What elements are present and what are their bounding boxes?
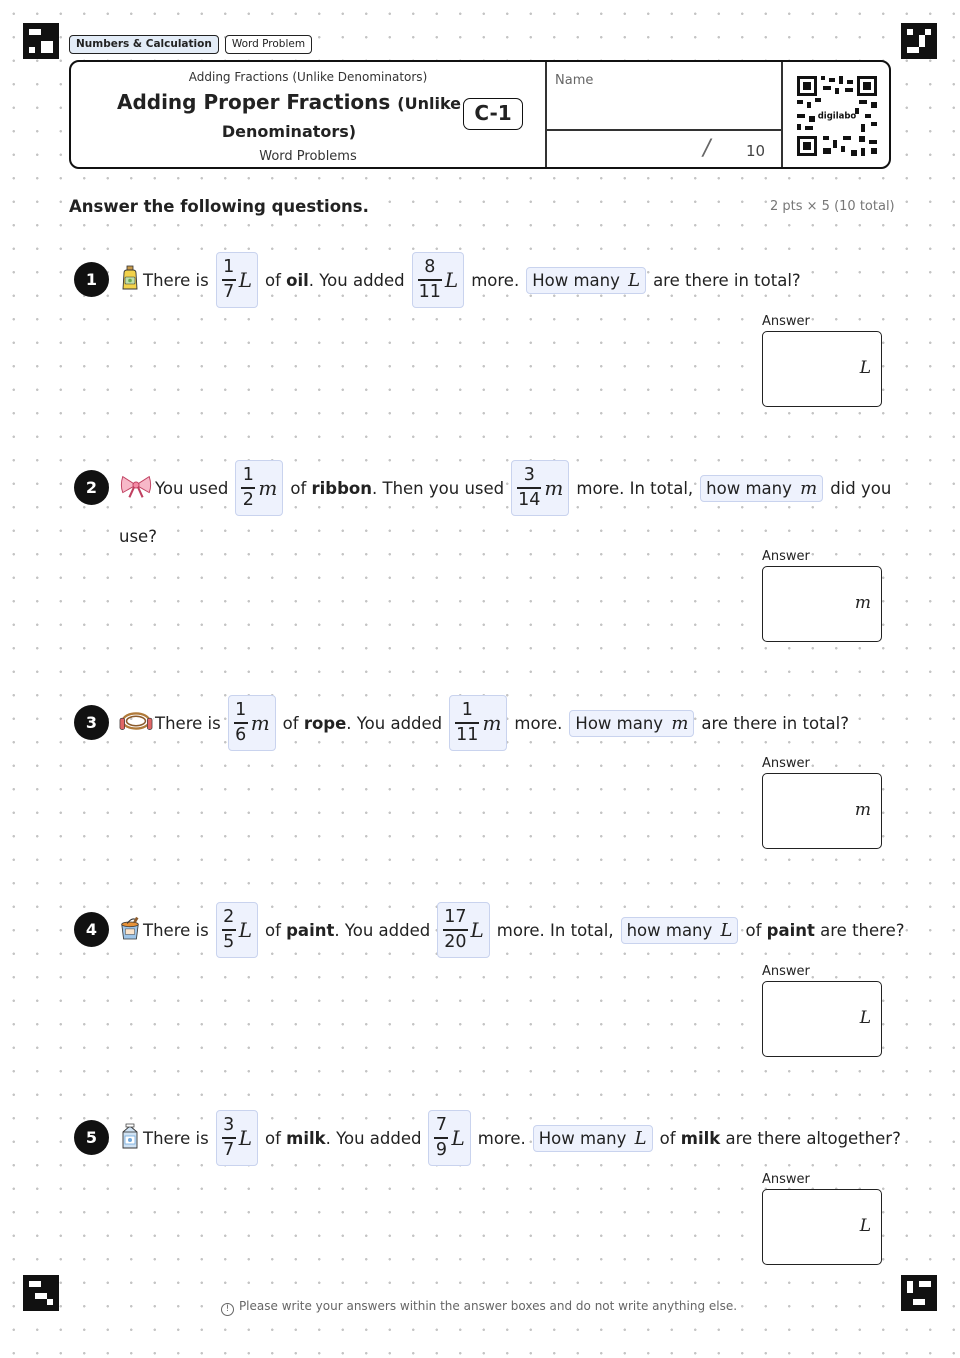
question-phrase: more. bbox=[477, 1128, 526, 1148]
fraction-amount bbox=[235, 460, 283, 516]
rope-icon bbox=[119, 708, 154, 738]
fraction-amount bbox=[511, 460, 569, 516]
question-phrase: of paint. You added bbox=[264, 920, 431, 940]
answer-box[interactable] bbox=[762, 331, 882, 407]
fraction-denominator: 9 bbox=[435, 1139, 448, 1160]
oil-bottle-icon bbox=[119, 265, 142, 295]
question-phrase: more. In total, bbox=[496, 920, 614, 940]
qr-caption: digilabo bbox=[817, 111, 857, 122]
fraction-unit: L bbox=[451, 1126, 465, 1150]
corner-marker-top-left bbox=[23, 23, 59, 59]
answer-box[interactable] bbox=[762, 981, 882, 1057]
worksheet-subtitle: Adding Fractions (Unlike Denominators) bbox=[188, 70, 428, 84]
fraction-unit: m bbox=[544, 476, 564, 500]
fraction-numerator: 2 bbox=[223, 907, 235, 928]
fraction-numerator: 17 bbox=[444, 907, 467, 928]
substance-name: milk bbox=[286, 1128, 326, 1148]
tag-type: Word Problem bbox=[225, 35, 312, 54]
question-text bbox=[119, 902, 905, 958]
question-text bbox=[119, 252, 802, 308]
fraction-amount bbox=[437, 902, 490, 958]
question-phrase: of milk. You added bbox=[264, 1128, 422, 1148]
fraction-unit: L bbox=[238, 1126, 252, 1150]
question-phrase: There is bbox=[143, 1128, 209, 1148]
fraction-numerator: 8 bbox=[424, 257, 436, 278]
fraction-unit: m bbox=[250, 711, 270, 735]
answer-label: Answer bbox=[762, 314, 810, 329]
fraction-denominator: 14 bbox=[518, 489, 541, 510]
question-phrase: did you bbox=[830, 478, 892, 498]
substance-name: ribbon bbox=[311, 478, 372, 498]
fraction-denominator: 7 bbox=[223, 1139, 235, 1160]
substance-name: paint bbox=[286, 920, 335, 940]
how-many-highlight: how many m bbox=[700, 475, 823, 502]
tag-list bbox=[69, 35, 312, 54]
fraction-numerator: 1 bbox=[461, 700, 473, 721]
answer-label: Answer bbox=[762, 1172, 810, 1187]
fraction-denominator: 11 bbox=[418, 281, 441, 302]
question-text bbox=[119, 1110, 902, 1166]
ribbon-icon bbox=[119, 473, 154, 503]
question-phrase: of ribbon. Then you used bbox=[290, 478, 505, 498]
fraction-amount bbox=[428, 1110, 470, 1166]
fraction-numerator: 1 bbox=[235, 700, 247, 721]
question-phrase: more. bbox=[514, 713, 563, 733]
fraction-numerator: 3 bbox=[523, 465, 535, 486]
answer-box[interactable] bbox=[762, 1189, 882, 1265]
instructions: Answer the following questions. bbox=[69, 197, 373, 216]
fraction-amount bbox=[216, 1110, 258, 1166]
answer-unit: m bbox=[854, 593, 871, 613]
fraction-denominator: 6 bbox=[235, 724, 247, 745]
question-number: 2 bbox=[74, 470, 109, 505]
divider bbox=[545, 62, 547, 167]
how-many-highlight: How many L bbox=[533, 1125, 653, 1152]
footer-note bbox=[0, 1299, 960, 1316]
worksheet-category: Word Problems bbox=[259, 149, 357, 164]
worksheet-code: C-1 bbox=[463, 98, 523, 130]
question-phrase: You used bbox=[155, 478, 229, 498]
fraction-unit: L bbox=[444, 268, 459, 292]
answer-label: Answer bbox=[762, 964, 810, 979]
answer-box[interactable] bbox=[762, 773, 882, 849]
question-phrase: of rope. You added bbox=[282, 713, 443, 733]
answer-unit: L bbox=[859, 358, 871, 378]
fraction-numerator: 7 bbox=[435, 1115, 448, 1136]
milk-carton-icon bbox=[119, 1123, 142, 1153]
question-number: 4 bbox=[74, 912, 109, 947]
answer-label: Answer bbox=[762, 756, 810, 771]
score-slash: / bbox=[703, 136, 711, 161]
question-phrase: of oil. You added bbox=[264, 270, 405, 290]
question-number: 1 bbox=[74, 262, 109, 297]
question-phrase: are there in total? bbox=[701, 713, 849, 733]
divider bbox=[545, 129, 781, 131]
title-line-two: Denominators) bbox=[221, 122, 357, 141]
answer-box[interactable] bbox=[762, 566, 882, 642]
question-text bbox=[119, 695, 850, 751]
title-paren: (Unlike bbox=[397, 94, 462, 113]
question-phrase: of milk are there altogether? bbox=[659, 1128, 901, 1148]
fraction-unit: m bbox=[258, 476, 278, 500]
fraction-unit: L bbox=[238, 918, 252, 942]
question-continuation: use? bbox=[119, 527, 157, 546]
fraction-denominator: 5 bbox=[223, 931, 235, 952]
fraction-denominator: 2 bbox=[242, 489, 254, 510]
fraction-amount bbox=[216, 252, 258, 308]
worksheet-header bbox=[69, 60, 891, 169]
worksheet-title bbox=[99, 89, 479, 145]
fraction-denominator: 20 bbox=[444, 931, 467, 952]
question-number: 3 bbox=[74, 705, 109, 740]
footer-text: Please write your answers within the answer boxes and do not write anything else. bbox=[238, 1299, 738, 1313]
fraction-amount bbox=[228, 695, 276, 751]
question-phrase: are there in total? bbox=[653, 270, 801, 290]
fraction-unit: L bbox=[238, 268, 252, 292]
question-phrase: There is bbox=[143, 920, 209, 940]
tag-subject: Numbers & Calculation bbox=[69, 35, 219, 54]
info-icon: ! bbox=[221, 1303, 234, 1316]
how-many-highlight: How many m bbox=[569, 710, 694, 737]
corner-marker-top-right bbox=[901, 23, 937, 59]
fraction-numerator: 1 bbox=[242, 465, 254, 486]
question-text bbox=[119, 460, 892, 516]
question-phrase: more. In total, bbox=[576, 478, 694, 498]
divider bbox=[781, 62, 783, 167]
fraction-amount bbox=[216, 902, 258, 958]
score-total: 10 bbox=[746, 142, 766, 160]
fraction-amount bbox=[449, 695, 507, 751]
title-section bbox=[71, 62, 545, 167]
fraction-denominator: 11 bbox=[456, 724, 479, 745]
name-field-label: Name bbox=[555, 73, 594, 88]
substance-name: milk bbox=[680, 1128, 721, 1148]
question-phrase: There is bbox=[155, 713, 221, 733]
substance-name: paint bbox=[766, 920, 815, 940]
question-number: 5 bbox=[74, 1120, 109, 1155]
fraction-amount bbox=[412, 252, 465, 308]
paint-can-icon bbox=[119, 915, 142, 945]
question-phrase: There is bbox=[143, 270, 209, 290]
qr-code bbox=[795, 74, 879, 158]
fraction-numerator: 1 bbox=[223, 257, 235, 278]
substance-name: rope bbox=[303, 713, 347, 733]
fraction-unit: L bbox=[470, 918, 484, 942]
substance-name: oil bbox=[286, 270, 309, 290]
fraction-denominator: 7 bbox=[223, 281, 235, 302]
title-main: Adding Proper Fractions bbox=[116, 90, 391, 114]
fraction-unit: m bbox=[482, 711, 502, 735]
answer-unit: m bbox=[854, 800, 871, 820]
how-many-highlight: how many L bbox=[621, 917, 739, 944]
question-phrase: more. bbox=[471, 270, 520, 290]
answer-unit: L bbox=[859, 1216, 871, 1236]
how-many-highlight: How many L bbox=[526, 267, 646, 294]
question-phrase: of paint are there? bbox=[745, 920, 905, 940]
answer-label: Answer bbox=[762, 549, 810, 564]
answer-unit: L bbox=[859, 1008, 871, 1028]
points-info: 2 pts × 5 (10 total) bbox=[770, 199, 895, 214]
fraction-numerator: 3 bbox=[223, 1115, 235, 1136]
